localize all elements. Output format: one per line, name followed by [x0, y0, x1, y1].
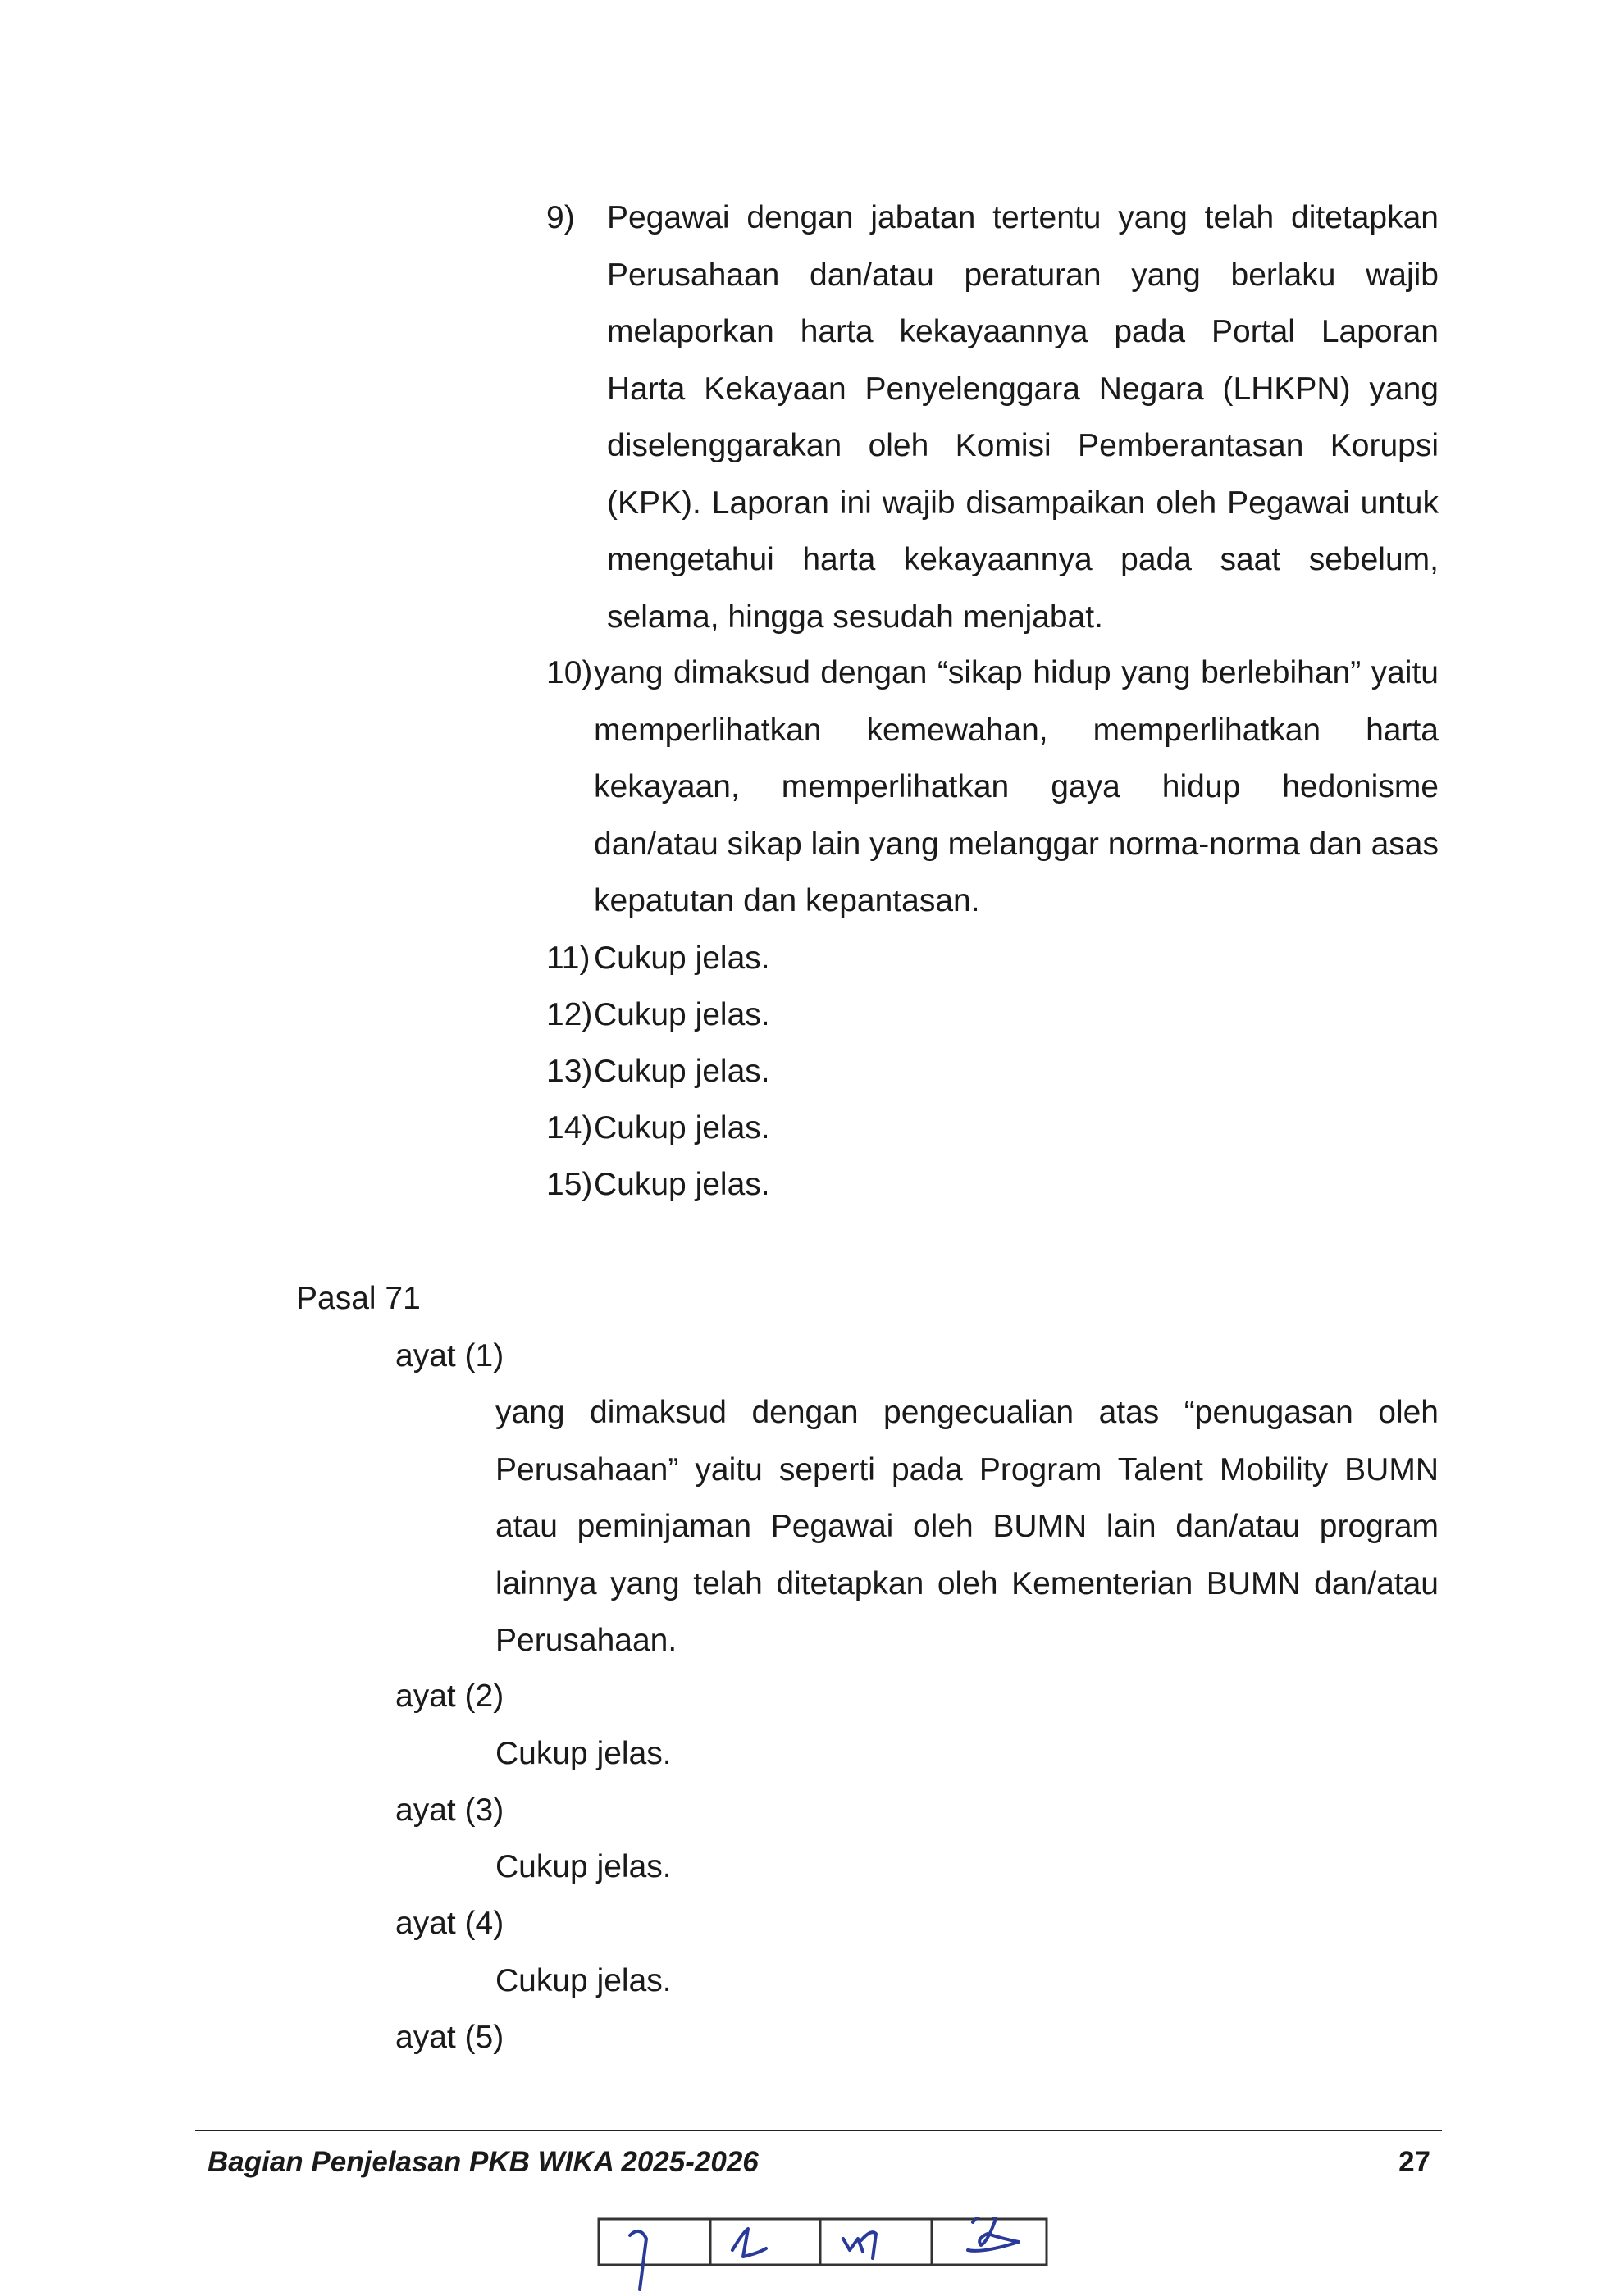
ayat-text-1: yang dimaksud dengan pengecualian atas “penugasan oleh Perusahaan” yaitu seperti pada Program Talent Mobility BUMN atau peminjaman Pegawai oleh BUMN lain dan/atau program lainnya yang telah ditetapkan oleh Kementerian BUMN dan/atau Perusahaan.	[495, 1395, 1439, 1658]
ayat-label-4: ayat (4)	[395, 1906, 504, 1941]
ayat-label-2: ayat (2)	[395, 1679, 504, 1714]
ayat-text-3: Cukup jelas.	[495, 1849, 672, 1884]
ayat-text-4: Cukup jelas.	[495, 1963, 672, 1998]
ayat-text-2: Cukup jelas.	[495, 1736, 672, 1771]
footer-divider	[195, 2130, 1442, 2131]
ayat-label-1: ayat (1)	[395, 1338, 504, 1374]
list-text: Cukup jelas.	[594, 941, 770, 976]
initial-signature-4	[968, 2217, 1019, 2251]
list-number: 9)	[546, 200, 575, 235]
list-item-15	[546, 1156, 770, 1214]
list-number: 15)	[546, 1167, 593, 1202]
initials-box	[597, 2217, 1056, 2293]
footer-title: Bagian Penjelasan PKB WIKA 2025-2026	[208, 2146, 759, 2178]
page-number: 27	[1398, 2146, 1430, 2178]
list-number: 10)	[546, 655, 593, 690]
initial-signature-1	[630, 2231, 646, 2289]
list-text: yang dimaksud dengan “sikap hidup yang berlebihan” yaitu memperlihatkan kemewahan, memperlihatkan harta kekayaan, memperlihatkan gaya hidup hedonisme dan/atau sikap lain yang melanggar norma-norma dan asas kepatutan dan kepantasan.	[594, 655, 1439, 918]
list-number: 12)	[546, 997, 593, 1032]
list-item-10	[546, 645, 1439, 930]
list-text: Cukup jelas.	[594, 1167, 770, 1202]
list-item-14	[546, 1100, 770, 1157]
initial-signature-3	[843, 2232, 876, 2258]
pasal-heading: Pasal 71	[296, 1281, 421, 1316]
list-item-12	[546, 986, 770, 1044]
list-item-9	[546, 189, 1439, 645]
list-number: 11)	[546, 941, 591, 976]
list-text: Cukup jelas.	[594, 1054, 770, 1089]
list-number: 14)	[546, 1110, 593, 1146]
list-text: Pegawai dengan jabatan tertentu yang telah ditetapkan Perusahaan dan/atau peraturan yang berlaku wajib melaporkan harta kekayaannya pada Portal Laporan Harta Kekayaan Penyelenggara Negara (LHKPN) yang diselenggarakan oleh Komisi Pemberantasan Korupsi (KPK). Laporan ini wajib disampaikan oleh Pegawai untuk mengetahui harta kekayaannya pada saat sebelum, selama, hingga sesudah menjabat.	[607, 200, 1439, 635]
ayat-label-5: ayat (5)	[395, 2020, 504, 2055]
initial-signature-2	[732, 2229, 766, 2257]
list-text: Cukup jelas.	[594, 997, 770, 1032]
list-item-13	[546, 1043, 770, 1100]
list-text: Cukup jelas.	[594, 1110, 770, 1146]
ayat-label-3: ayat (3)	[395, 1793, 504, 1828]
list-item-11	[546, 930, 770, 987]
list-number: 13)	[546, 1054, 593, 1089]
